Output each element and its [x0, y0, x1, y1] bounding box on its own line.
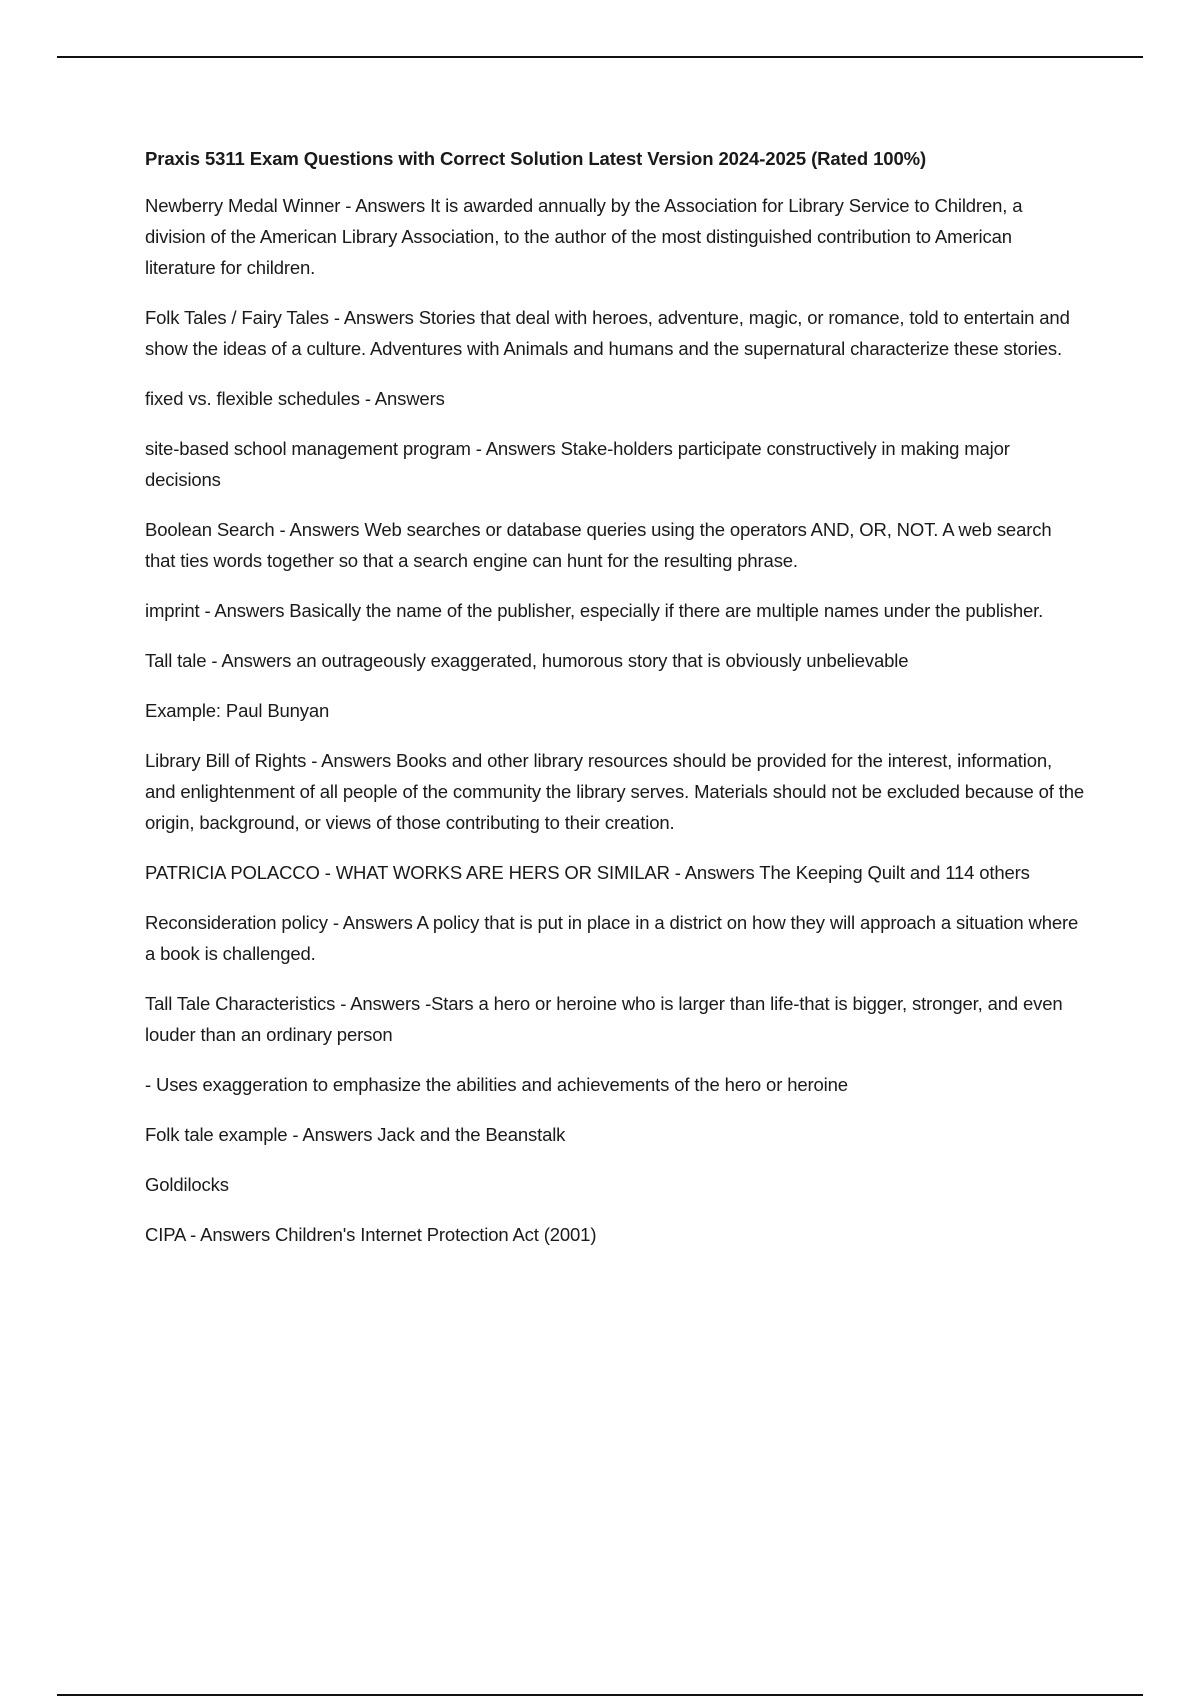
paragraph-folk-tale-example: Folk tale example - Answers Jack and the Beanstalk: [145, 1124, 566, 1145]
paragraph-exaggeration: - Uses exaggeration to emphasize the abilities and achievements of the hero or heroine: [145, 1074, 848, 1095]
paragraph-tall-tale-characteristics: Tall Tale Characteristics - Answers -Stars a hero or heroine who is larger than life-that is bigger, stronger, and even louder than an ordinary person: [145, 993, 1063, 1045]
paragraph-library-bill-of-rights: Library Bill of Rights - Answers Books and other library resources should be provided for the interest, information, and enlightenment of all people of the community the library serves. Materials should not be excluded because of the origin, background, or views of those contributing to their creation.: [145, 750, 1085, 833]
paragraph-cipa: CIPA - Answers Children's Internet Protection Act (2001): [145, 1224, 597, 1245]
footer-rule: [57, 1694, 1143, 1696]
paragraph-imprint: imprint - Answers Basically the name of the publisher, especially if there are multiple names under the publisher.: [145, 600, 1044, 621]
paragraph-reconsideration-policy: Reconsideration policy - Answers A policy that is put in place in a district on how they will approach a situation where a book is challenged.: [145, 912, 1079, 964]
paragraph-schedules: fixed vs. flexible schedules - Answers: [145, 388, 445, 409]
paragraph-boolean-search: Boolean Search - Answers Web searches or database queries using the operators AND, OR, NOT. A web search that ties words together so that a search engine can hunt for the resulting phrase.: [145, 519, 1052, 571]
paragraph-patricia-polacco: PATRICIA POLACCO - WHAT WORKS ARE HERS OR SIMILAR - Answers The Keeping Quilt and 114 others: [145, 862, 1030, 883]
paragraph-site-based-management: site-based school management program - Answers Stake-holders participate constructively in making major decisions: [145, 438, 1010, 490]
paragraph-newberry-medal: Newberry Medal Winner - Answers It is awarded annually by the Association for Library Service to Children, a division of the American Library Association, to the author of the most distinguished contribution to American literature for children.: [145, 195, 1023, 278]
document-body: [145, 144, 1085, 1269]
paragraph-tall-tale-example: Example: Paul Bunyan: [145, 700, 330, 721]
paragraph-goldilocks: Goldilocks: [145, 1174, 229, 1195]
paragraph-tall-tale: Tall tale - Answers an outrageously exaggerated, humorous story that is obviously unbelievable: [145, 650, 909, 671]
document-title: Praxis 5311 Exam Questions with Correct Solution Latest Version 2024-2025 (Rated 100%): [145, 148, 927, 169]
header-rule: [57, 56, 1143, 58]
paragraph-folk-tales: Folk Tales / Fairy Tales - Answers Stories that deal with heroes, adventure, magic, or romance, told to entertain and show the ideas of a culture. Adventures with Animals and humans and the supernatural characterize these stories.: [145, 307, 1070, 359]
